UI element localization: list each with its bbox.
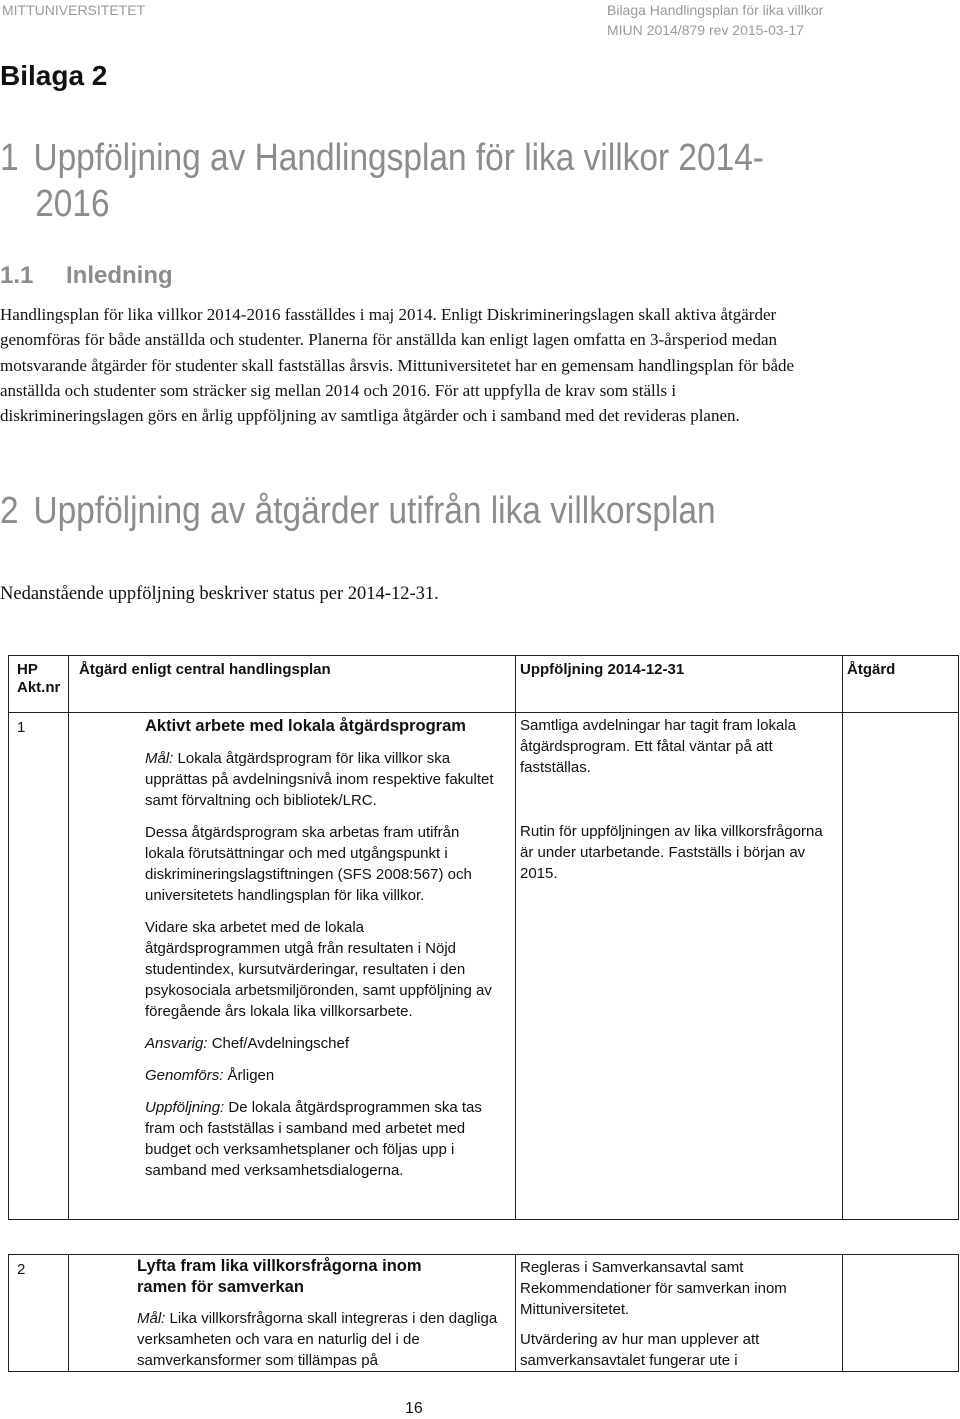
schedule-label: Genomförs: [145, 1067, 224, 1084]
action-paragraph: Vidare ska arbetet med de lokala åtgärdsprogrammen utgå från resultaten i Nöjd studentindex, kursutvärderingar, resultaten i den psykosociala arbetsmiljöronden, samt uppföljning av föregående års lokala lika villkorsarbete. [145, 919, 492, 1020]
header-followup: Uppföljning 2014-12-31 [516, 656, 843, 713]
responsible-text: Chef/Avdelningschef [207, 1035, 350, 1052]
goal-label: Mål: [145, 750, 174, 767]
followup-cell [516, 1255, 843, 1372]
intro-paragraph: Handlingsplan för lika villkor 2014-2016 fasställdes i maj 2014. Enligt Diskrimineringslagen skall aktiva åtgärder genomföras för både anställda och studenter. Planerna för anställda kan enligt lagen omfatta en 3-årsperiod medan motsvarande åtgärder för studenter skall fastställas årsvis. Mittuniversitetet har en gemensam handlingsplan för både anställda och studenter som sträcker sig mellan 2014 och 2016. För att uppfylla de krav som ställs i diskrimineringslagen görs en årlig uppföljning av samtliga åtgärder och i samband med det revideras planen. [0, 305, 795, 426]
page-number: 16 [405, 1400, 423, 1417]
header-organization: MITTUNIVERSITETET [2, 2, 146, 18]
table-row [9, 713, 959, 1220]
action-responsible [145, 1033, 495, 1054]
action-goal [137, 1308, 505, 1371]
header-aktnr: Akt.nr [17, 679, 61, 696]
action-cell [69, 713, 516, 1220]
schedule-text: Årligen [223, 1067, 275, 1084]
goal-text: Lokala åtgärdsprogram för lika villkor ska upprättas på avdelningsnivå inom respektive fakultet samt förvaltning och bibliotek/LRC. [145, 750, 494, 809]
goal-text: Lika villkorsfrågorna skall integreras i den dagliga verksamheten och vara en naturlig del i de samverkansformer som tillämpas på [137, 1310, 498, 1369]
header-doc-title: Bilaga Handlingsplan för lika villkor [607, 2, 824, 18]
section-1-1-title: Inledning [66, 262, 173, 289]
action-title: Aktivt arbete med lokala åtgärdsprogram [145, 717, 466, 735]
followup-cell [516, 713, 843, 1220]
followup-status: Samtliga avdelningar har tagit fram lokala åtgärdsprogram. Ett fåtal väntar på att fastställas. [520, 717, 796, 776]
followup-status: Regleras i Samverkansavtal samt Rekommendationer för samverkan inom Mittuniversitetet. [520, 1259, 787, 1318]
header-measure: Åtgärd [843, 656, 959, 713]
table-spacer [9, 1220, 959, 1255]
measure-cell [843, 1255, 959, 1372]
measure-cell [843, 713, 959, 1220]
followup-text: De lokala åtgärdsprogrammen ska tas fram och fastställas i samband med arbetet med budget och verksamhetsplaner och följas upp i samband med verksamhetsdialogerna. [145, 1099, 482, 1179]
status-statement: Nedanstående uppföljning beskriver status per 2014-12-31. [0, 584, 439, 604]
header-doc-ref: MIUN 2014/879 rev 2015-03-17 [607, 22, 804, 38]
section-2-heading [0, 488, 716, 534]
section-1-1-heading [0, 262, 173, 290]
section-1-heading [0, 135, 764, 227]
section-1-title-line2: 2016 [35, 183, 110, 225]
section-1-1-number: 1.1 [0, 262, 34, 289]
section-1-title-line1: Uppföljning av Handlingsplan för lika villkor 2014- [33, 137, 764, 179]
header-hp: HP [17, 661, 38, 678]
action-cell [69, 1255, 516, 1372]
table-header-row [9, 656, 959, 713]
row-number: 1 [9, 713, 69, 1220]
action-followup [145, 1097, 495, 1181]
row-number: 2 [9, 1255, 69, 1372]
header-document-info [607, 0, 823, 40]
responsible-label: Ansvarig: [145, 1035, 208, 1052]
action-title: Lyfta fram lika villkorsfrågorna inom ramen för samverkan [137, 1257, 422, 1296]
followup-label: Uppföljning: [145, 1099, 225, 1116]
header-action: Åtgärd enligt central handlingsplan [69, 656, 516, 713]
action-goal [145, 748, 495, 811]
action-schedule [145, 1065, 495, 1086]
action-paragraph: Dessa åtgärdsprogram ska arbetas fram utifrån lokala förutsättningar och med utgångspunkt i diskrimineringslagstiftningen (SFS 2008:567) och universitetets handlingsplan för lika villkor. [145, 824, 472, 904]
followup-table [8, 655, 959, 1372]
section-1-number: 1 [0, 137, 19, 179]
goal-label: Mål: [137, 1310, 166, 1327]
header-hp-aktnr [9, 656, 69, 713]
section-2-title: Uppföljning av åtgärder utifrån lika villkorsplan [33, 490, 716, 532]
appendix-title: Bilaga 2 [0, 60, 108, 91]
followup-status: Utvärdering av hur man upplever att samverkansavtalet fungerar ute i [520, 1331, 760, 1369]
table-row [9, 1255, 959, 1372]
followup-status: Rutin för uppföljningen av lika villkorsfrågorna är under utarbetande. Fastställs i början av 2015. [520, 823, 823, 882]
section-2-number: 2 [0, 490, 19, 532]
table-spacer-row [9, 1220, 959, 1255]
